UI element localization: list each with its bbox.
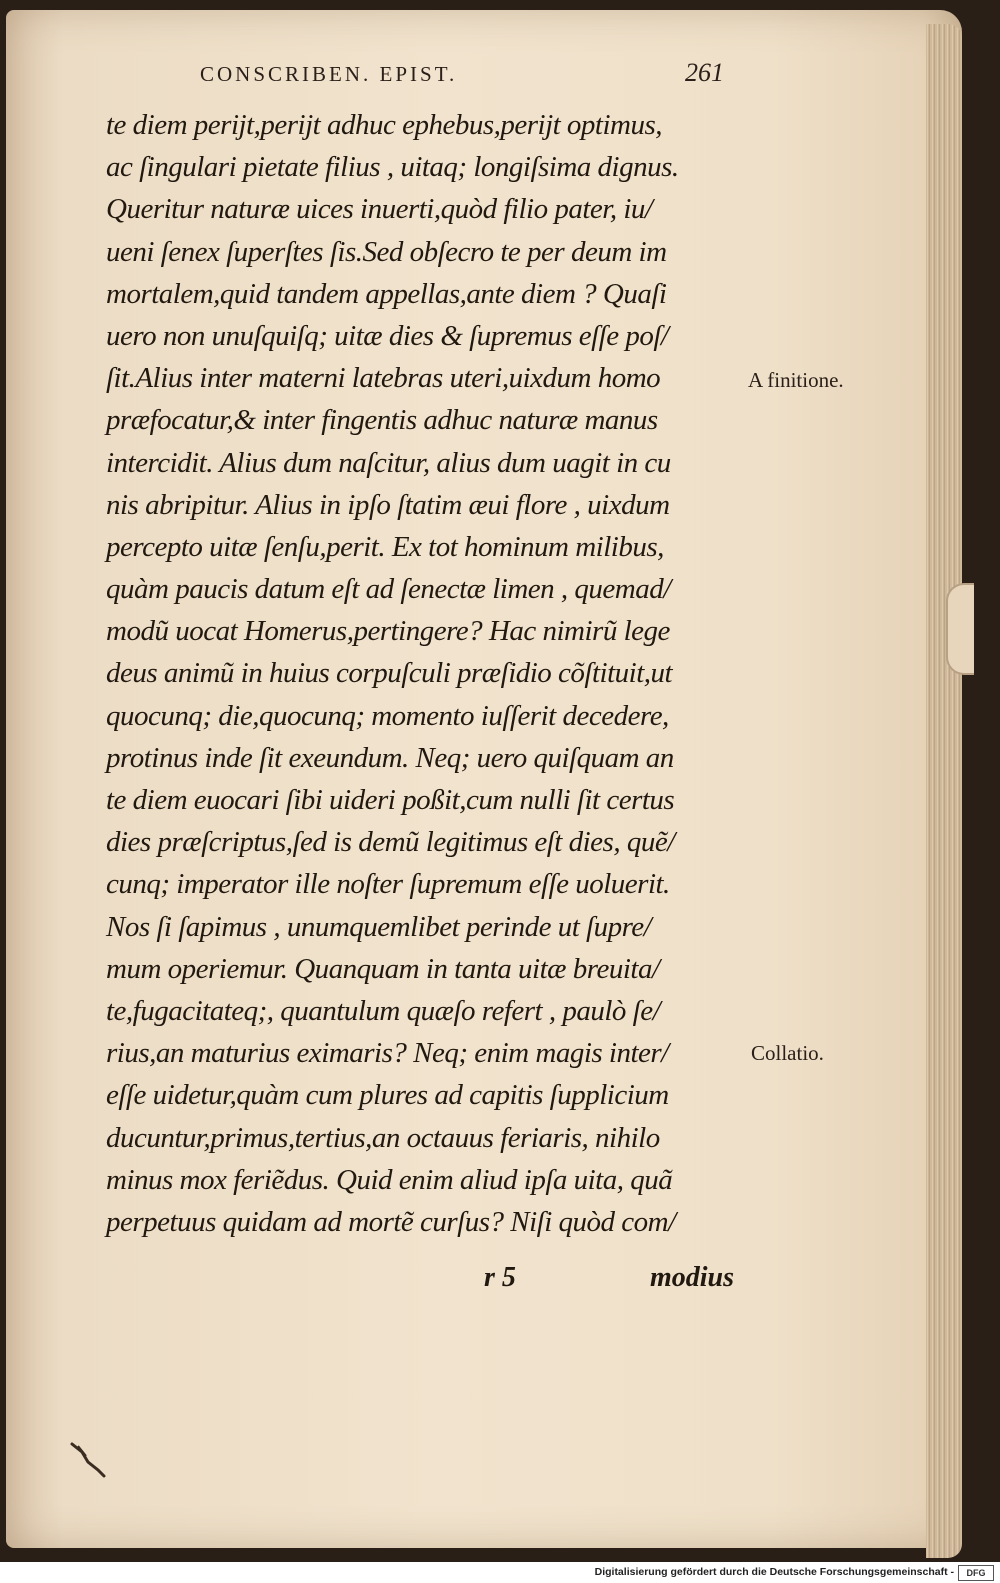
text-line: perpetuus quidam ad mortẽ curſus? Niſi quòd com/ (106, 1205, 676, 1238)
margin-note-collatio: Collatio. (751, 1041, 824, 1065)
text-line: deus animũ in huius corpuſculi præſidio cõſtituit,ut (106, 657, 673, 690)
dfg-logo: DFG (958, 1565, 994, 1581)
text-line: eſſe uidetur,quàm cum plures ad capitis ſupplicium (106, 1079, 669, 1112)
text-line: mortalem,quid tandem appellas,ante diem ? Quaſi (106, 277, 667, 310)
page-tab-edge (946, 583, 974, 675)
text-line: nis abripitur. Alius in ipſo ſtatim æui flore , uixdum (106, 488, 670, 521)
text-line: intercidit. Alius dum naſcitur, alius dum uagit in cu (106, 446, 671, 479)
text-line: minus mox feriẽdus. Quid enim aliud ipſa uita, quã (106, 1163, 673, 1196)
running-head: CONSCRIBEN. EPIST. (200, 62, 458, 86)
digitization-credit: Digitalisierung gefördert durch die Deutsche Forschungsgemeinschaft - (594, 1566, 954, 1578)
text-line: Queritur naturæ uices inuerti,quòd filio pater, iu/ (106, 193, 653, 226)
text-line: Nos ſi ſapimus , unumquemlibet perinde ut ſupre/ (106, 910, 652, 943)
text-line: ueni ſenex ſuperſtes ſis.Sed obſecro te per deum im (106, 235, 667, 268)
text-line: quàm paucis datum eſt ad ſenectæ limen , quemad/ (106, 573, 671, 606)
text-line: modũ uocat Homerus,pertingere? Hac nimirũ lege (106, 615, 670, 648)
text-line: ac ſingulari pietate filius , uitaq; longiſsima dignus. (106, 151, 679, 184)
catchword: modius (650, 1262, 735, 1293)
text-line: percepto uitæ ſenſu,perit. Ex tot hominum milibus, (106, 530, 664, 563)
text-line: quocunq; die,quocunq; momento iuſſerit decedere, (106, 699, 669, 732)
text-line: dies præſcriptus,ſed is demũ legitimus eſt dies, quẽ/ (106, 826, 675, 859)
text-line: te,fugacitateq;, quantulum quæſo refert , paulò ſe/ (106, 994, 661, 1027)
text-line: rius,an maturius eximaris? Neq; enim magis inter/ (106, 1037, 669, 1070)
text-line: te diem perijt,perijt adhuc ephebus,perijt optimus, (106, 109, 663, 141)
text-line: uero non unuſquiſq; uitæ dies & ſupremus eſſe poſ/ (106, 319, 669, 352)
text-line: ſit.Alius inter materni latebras uteri,uixdum homo (106, 362, 661, 395)
text-line: cunq; imperator ille noſter ſupremum eſſe uoluerit. (106, 868, 670, 901)
text-line: ducuntur,primus,tertius,an octauus feriaris, nihilo (106, 1121, 660, 1154)
text-line: mum operiemur. Quanquam in tanta uitæ breuita/ (106, 952, 660, 985)
margin-note-finitione: A finitione. (748, 368, 844, 392)
text-line: te diem euocari ſibi uideri poßit,cum nulli ſit certus (106, 784, 675, 816)
text-line: protinus inde ſit exeundum. Neq; uero quiſquam an (106, 741, 674, 774)
main-text-block (106, 104, 746, 1243)
signature-mark: r 5 (484, 1262, 516, 1293)
folio-number: 261 (685, 58, 724, 87)
text-line: præfocatur,& inter fingentis adhuc naturæ manus (106, 404, 658, 437)
page-fore-edge (926, 24, 962, 1558)
ink-smudge-icon (68, 1440, 108, 1480)
